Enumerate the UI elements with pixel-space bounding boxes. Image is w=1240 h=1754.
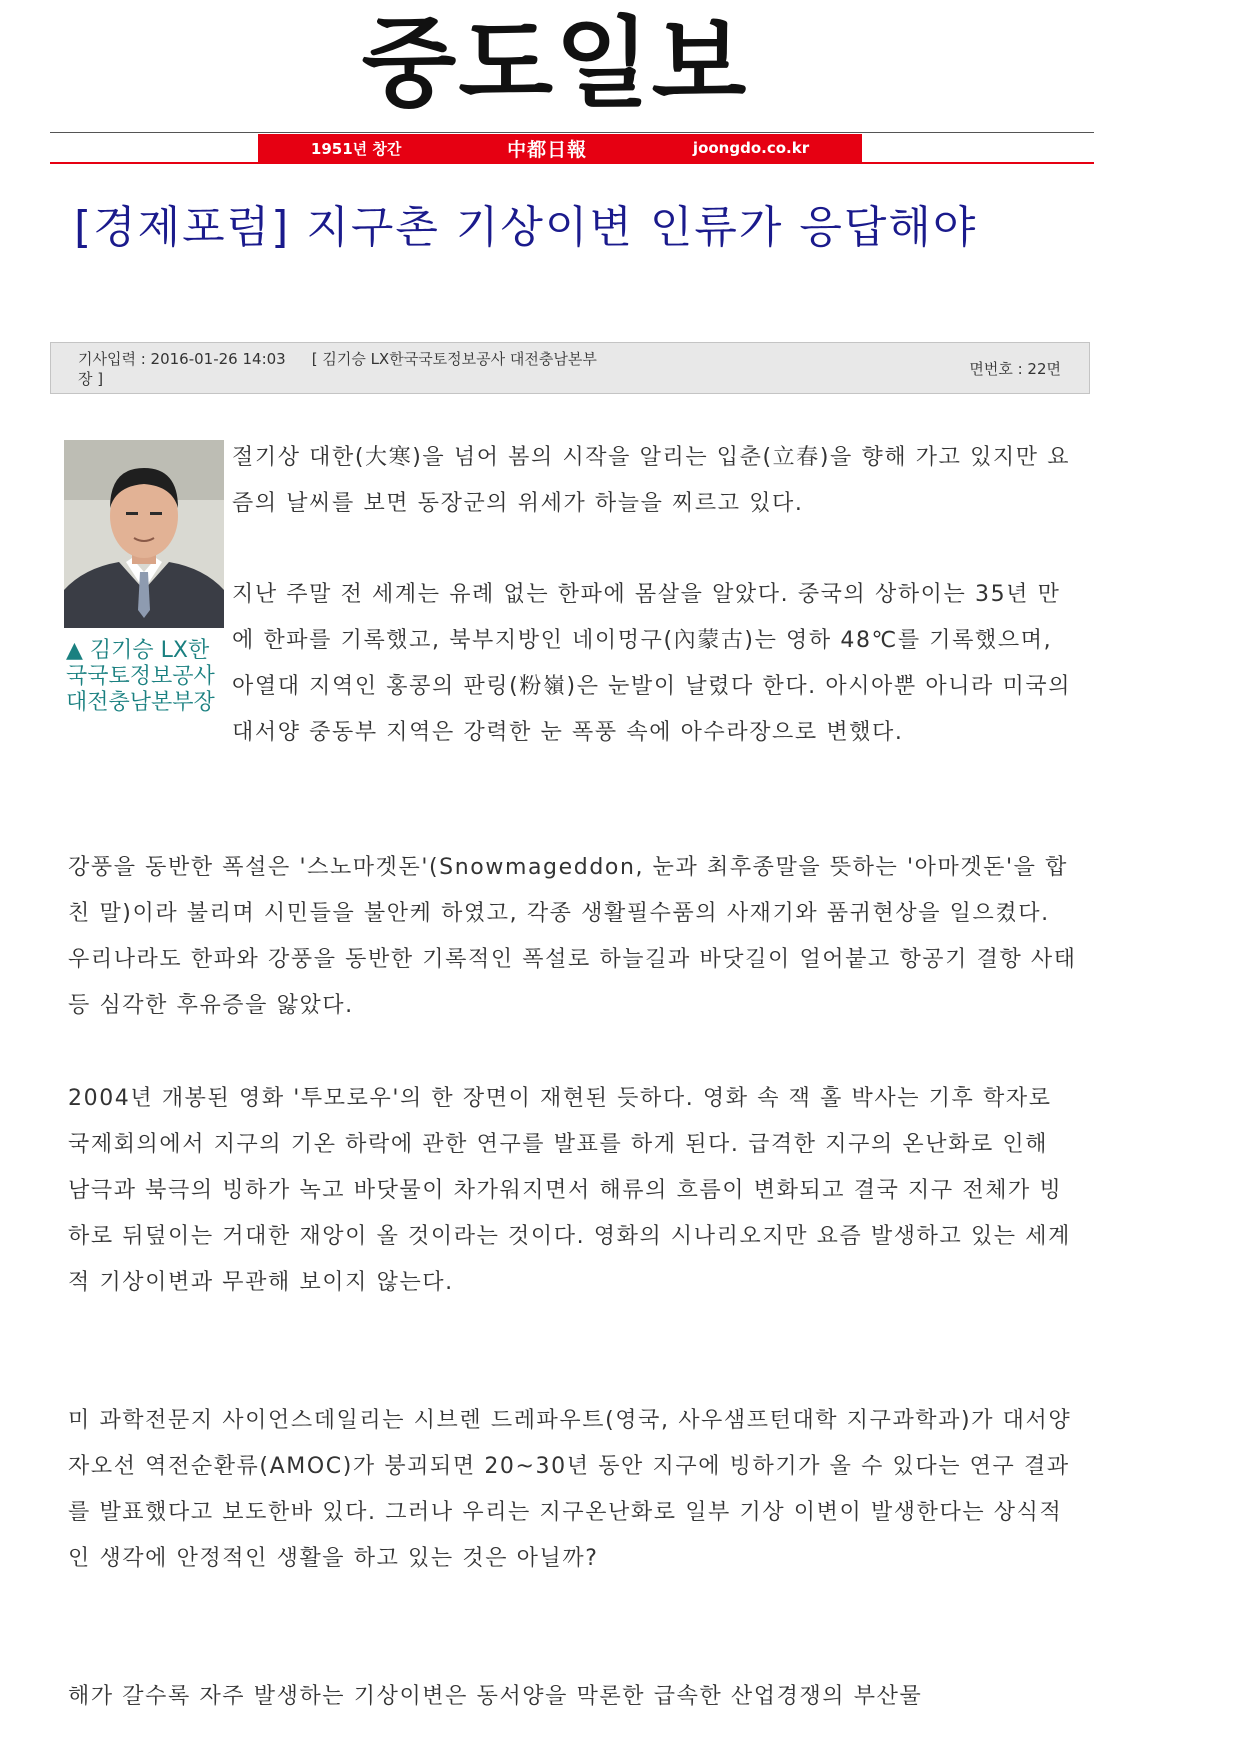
photo-caption: ▲ 김기승 LX한국국토정보공사 대전충남본부장 [66, 638, 215, 715]
article-paragraph: 절기상 대한(大寒)을 넘어 봄의 시작을 알리는 입춘(立春)을 향해 가고 있지만 요즘의 날씨를 보면 동장군의 위세가 하늘을 찌르고 있다. [232, 445, 1071, 516]
masthead-bottom-rule [50, 162, 1094, 164]
article-paragraph: 해가 갈수록 자주 발생하는 기상이변은 동서양을 막론한 급속한 산업경쟁의 부산물 [68, 1684, 923, 1709]
article-paragraph: 2004년 개봉된 영화 '투모로우'의 한 장면이 재현된 듯하다. 영화 속 잭 홀 박사는 기후 학자로 국제회의에서 지구의 기온 하락에 관한 연구를 발표를 하게 된다. 급격한 지구의 온난화로 인해 남극과 북극의 빙하가 녹고 바닷물이 차가워지면서 해류의 흐름이 변화되고 결국 지구 전체가 빙하로 뒤덮이는 거대한 재앙이 올 것이라는 것이다. 영화의 시나리오지만 요즘 발생하고 있는 세계적 기상이변과 무관해 보이지 않는다. [68, 1086, 1071, 1295]
masthead-top-rule [50, 132, 1094, 133]
article-paragraph: 미 과학전문지 사이언스데일리는 시브렌 드레파우트(영국, 사우샘프턴대학 지구과학과)가 대서양 자오선 역전순환류(AMOC)가 붕괴되면 20~30년 동안 지구에 빙하기가 올 수 있다는 연구 결과를 발표했다고 보도한바 있다. 그러나 우리는 지구온난화로 일부 기상 이변이 발생한다는 상식적인 생각에 안정적인 생활을 하고 있는 것은 아닐까? [68, 1408, 1072, 1571]
page-number: 면번호 : 22면 [969, 360, 1061, 378]
masthead [0, 0, 1240, 120]
founded-year: 1951년 창간 [310, 139, 402, 158]
author-byline: [ 김기승 LX한국국토정보공사 대전충남본부장 ] [78, 350, 597, 388]
newspaper-logo: 중도일보 [361, 7, 749, 121]
article-paragraph: 강풍을 동반한 폭설은 '스노마겟돈'(Snowmageddon, 눈과 최후종말을 뜻하는 '아마겟돈'을 합친 말)이라 불리며 시민들을 불안케 하였고, 각종 생활필수품의 사재기와 품귀현상을 일으켰다. 우리나라도 한파와 강풍을 동반한 기록적인 폭설로 하늘길과 바닷길이 얼어붙고 항공기 결항 사태 등 심각한 후유증을 앓았다. [68, 855, 1077, 1018]
article-meta-bar [50, 342, 1090, 394]
meta-left [78, 349, 598, 389]
author-photo [64, 440, 224, 628]
article-paragraph: 지난 주말 전 세계는 유례 없는 한파에 몸살을 알았다. 중국의 상하이는 35년 만에 한파를 기록했고, 북부지방인 네이멍구(內蒙古)는 영하 48℃를 기록했으며, 아열대 지역인 홍콩의 판링(粉嶺)은 눈발이 날렸다 한다. 아시아뿐 아니라 미국의 대서양 중동부 지역은 강력한 눈 폭풍 속에 아수라장으로 변했다. [232, 582, 1072, 745]
masthead-red-band [258, 134, 862, 162]
article-headline: [경제포럼] 지구촌 기상이변 인류가 응답해야 [74, 202, 978, 253]
publish-date: 기사입력 : 2016-01-26 14:03 [78, 350, 286, 368]
hanja-seal: 中都日報 [507, 138, 588, 161]
site-url: joongdo.co.kr [692, 139, 810, 157]
